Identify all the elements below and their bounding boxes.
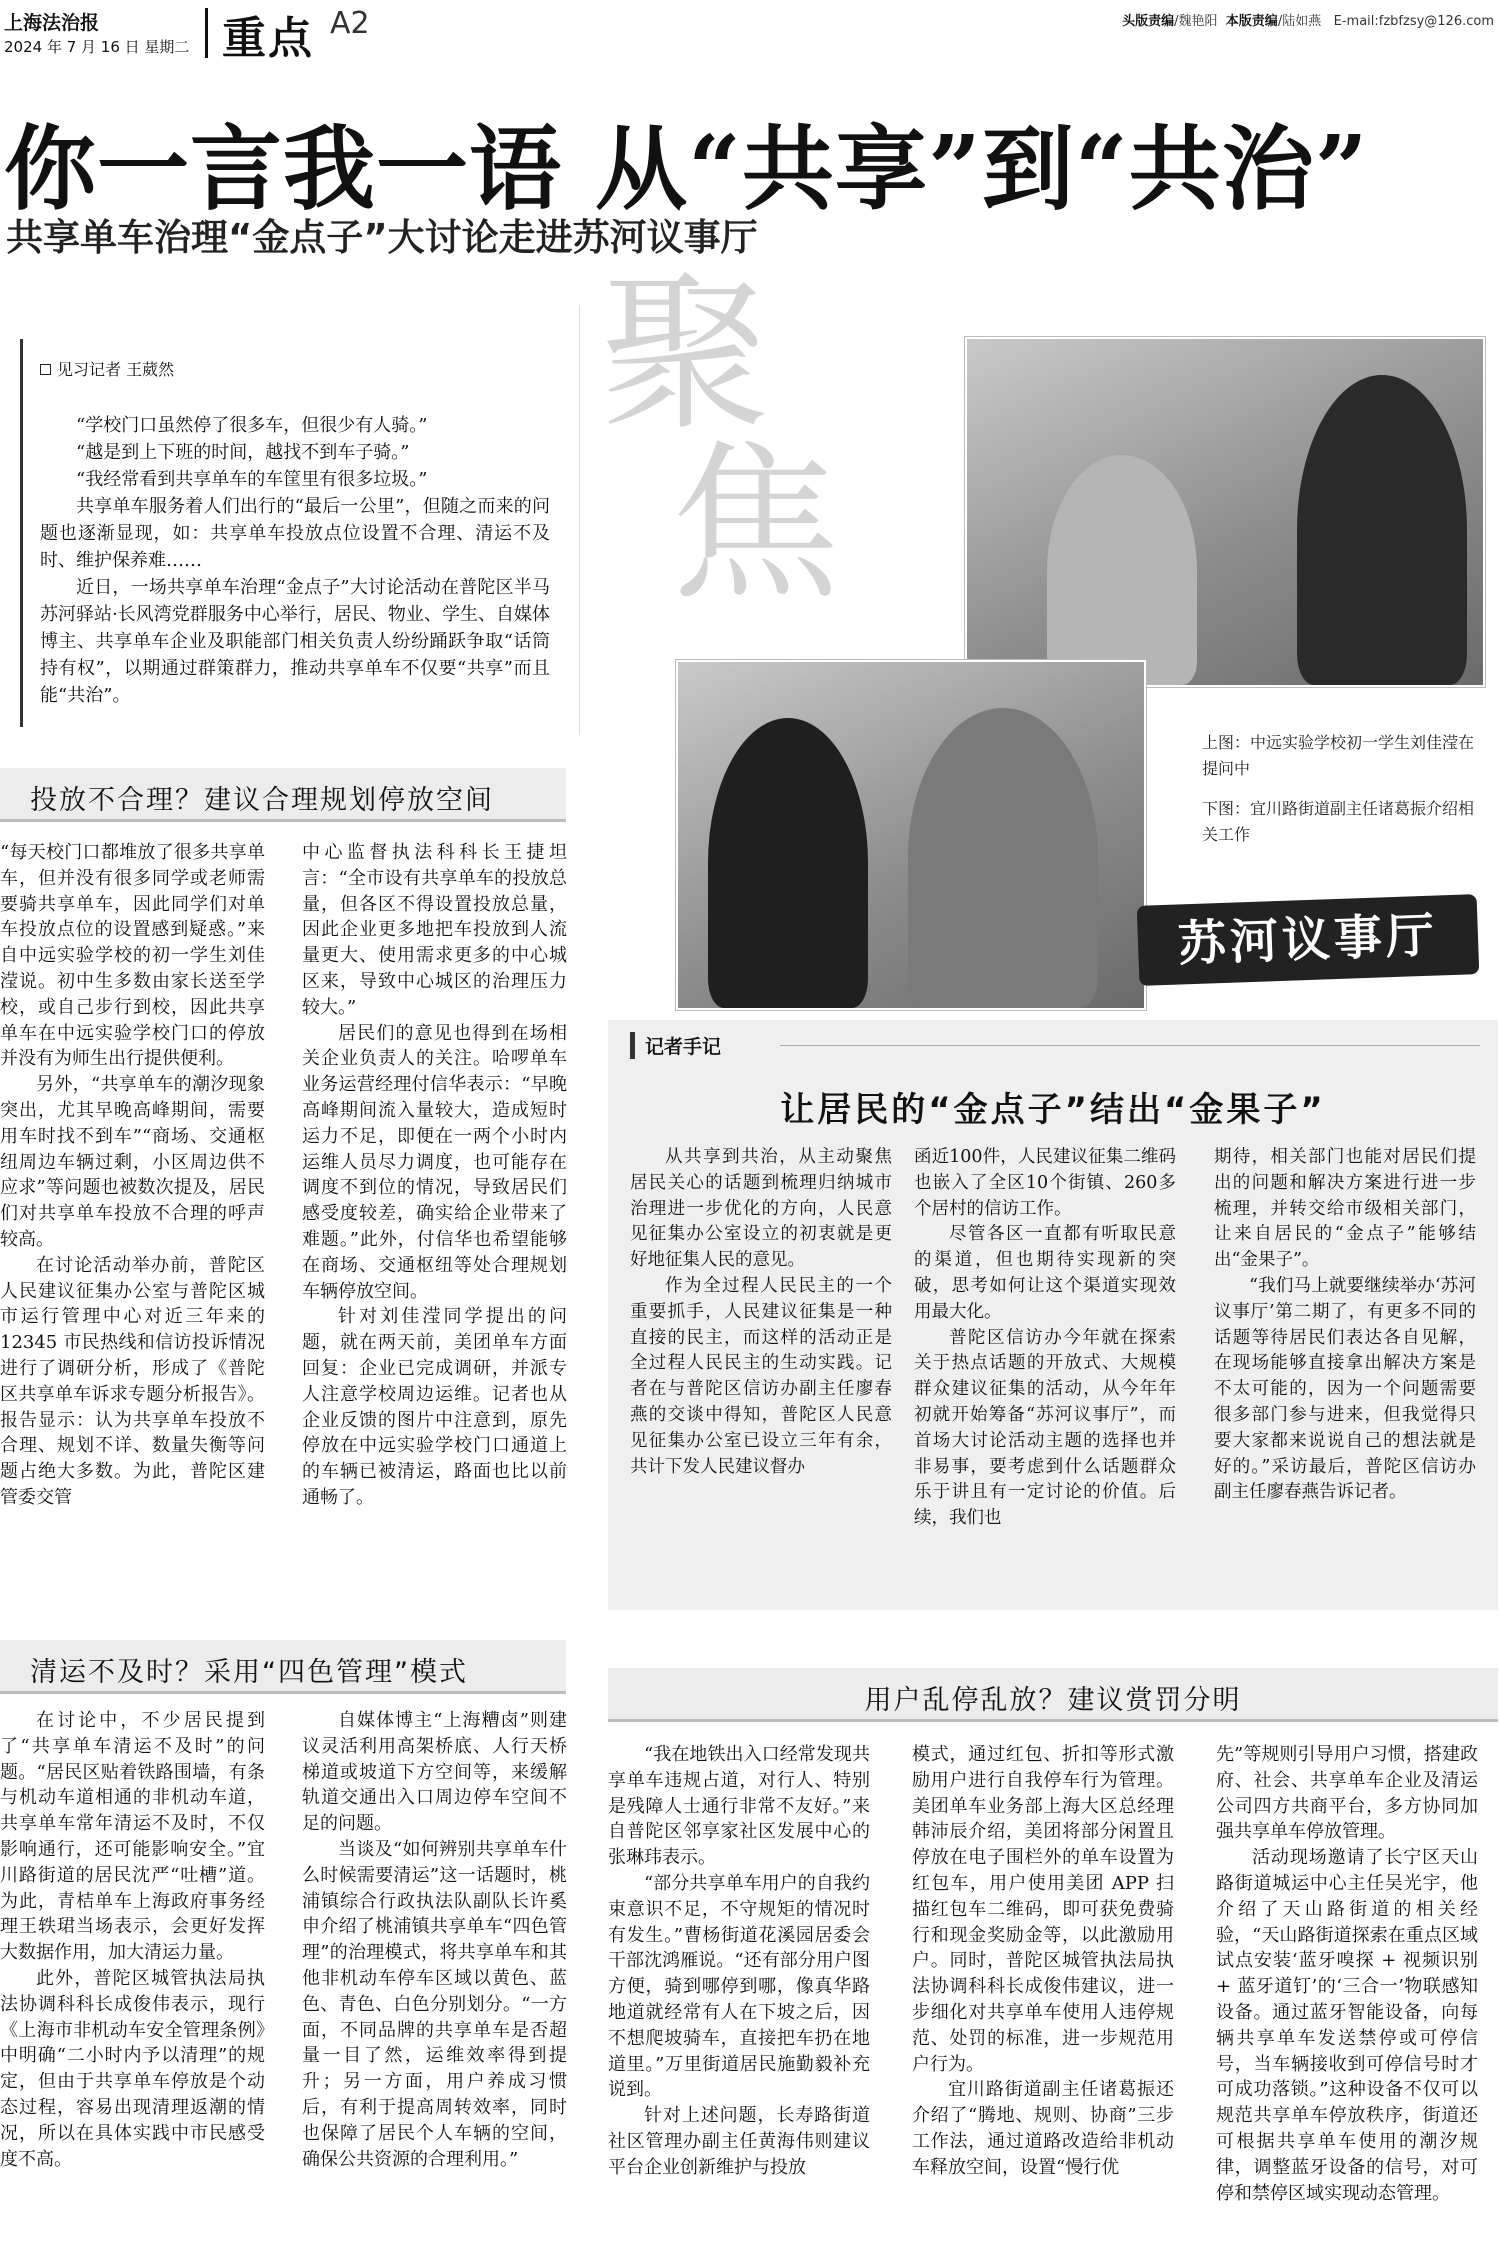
editor-info: 头版责编/魏艳阳 本版责编/陆如燕 E-mail:fzbfzsy@126.com <box>1122 14 1494 29</box>
issue-date: 2024 年 7 月 16 日 星期二 <box>4 38 190 56</box>
paragraph: 此外，普陀区城管执法局执法协调科科长成俊伟表示，现行《上海市非机动车安全管理条例》中明确“二小时内予以清理”的规定，但由于共享单车停放是个动态过程，容易出现清理返潮的情况，所以在具体实践中市民感受度不高。 <box>0 1967 265 2170</box>
paragraph: 在讨论中，不少居民提到了“共享单车清运不及时”的问题。“居民区贴着铁路围墙，有条与机动车道相通的非机动车道，共享单车常年清运不及时，不仅影响通行，还可能影响安全。”宜川路街道的居民沈严“吐槽”道。为此，青桔单车上海政府事务经理王轶珺当场表示，会更好发挥大数据作用，加大清运力量。 <box>0 1710 265 1964</box>
section-2-column-1 <box>0 1708 265 2172</box>
paragraph: 模式，通过红包、折扣等形式激励用户进行自我停车行为管理。美团单车业务部上海大区总经理韩沛辰介绍，美团将部分闲置且停放在电子围栏外的单车设置为红包车，用户使用美团 APP 扫描红包车二维码，即可获免费骑行和现金奖励金等，以此激励用户。同时，普陀区城管执法局执法协调科科长成俊伟建议，进一步细化对共享单车使用人违停规范、处罚的标准，进一步规范用户行为。 <box>912 1744 1174 2075</box>
byline <box>40 357 174 380</box>
photo-student-speaking <box>965 337 1485 687</box>
page-number: A2 <box>330 6 370 41</box>
paragraph: 另外，“共享单车的潮汐现象突出，尤其早晚高峰期间，需要用车时找不到车”“商场、交通枢纽周边车辆过剩，小区周边供不应求”等问题也被数次提及，居民们对共享单车投放不合理的呼声较高。 <box>0 1074 265 1250</box>
section-name: 重点 <box>222 13 314 64</box>
paragraph: 宜川路街道副主任诸葛振还介绍了“腾地、规则、协商”三步工作法，通过道路改造给非机动车释放空间，设置“慢行优 <box>912 2079 1174 2178</box>
editor-role-1: 头版责编 <box>1122 14 1175 29</box>
byline-text: 见习记者 王葳然 <box>57 360 175 379</box>
paragraph: 作为全过程人民民主的一个重要抓手，人民建议征集是一种直接的民主，而这样的活动正是全过程人民民主的生动实践。记者在与普陀区信访办副主任廖春燕的交谈中得知，普陀区人民意见征集办公室已设立三年有余，共计下发人民建议督办 <box>630 1275 892 1477</box>
section-3-column-3 <box>1216 1742 1478 2206</box>
section-heading: 清运不及时？采用“四色管理”模式 <box>0 1640 566 1694</box>
paragraph: 尽管各区一直都有听取民意的渠道，但也期待实现新的突破，思考如何让这个渠道实现效用最大化。 <box>914 1224 1176 1322</box>
square-icon <box>40 364 51 375</box>
note-column-2 <box>914 1145 1176 1532</box>
paragraph: 先”等规则引导用户习惯，搭建政府、社会、共享单车企业及清运公司四方共商平台，多方协同加强共享单车停放管理。 <box>1216 1744 1478 1843</box>
email-label: E-mail: <box>1333 14 1379 29</box>
person-silhouette-icon <box>1047 455 1197 685</box>
paragraph: 从共享到共治，从主动聚焦居民关心的话题到梳理归纳城市治理进一步优化的方向，人民意见征集办公室设立的初衷就是更好地征集人民的意见。 <box>630 1147 892 1271</box>
paragraph: “我们马上就要继续举办‘苏河议事厅’第二期了，有更多不同的话题等待居民们表达各自见解，在现场能够直接拿出解决方案是不太可能的，因为一个问题需要很多部门参与进来，但我觉得只要大家都来说说自己的想法就是好的。”采访最后，普陀区信访办副主任廖春燕告诉记者。 <box>1214 1275 1476 1503</box>
section-1-column-2 <box>302 840 567 1511</box>
paragraph: 期待，相关部门也能对居民们提出的问题和解决方案进行进一步梳理，并转交给市级相关部门，让来自居民的“金点子”能够结出“金果子”。 <box>1214 1147 1476 1271</box>
person-silhouette-icon <box>1297 375 1467 685</box>
intro-quote: “我经常看到共享单车的车筐里有很多垃圾。” <box>76 469 428 490</box>
header-divider <box>205 8 208 58</box>
note-tag: 记者手记 <box>630 1032 721 1059</box>
masthead-logo: 上海法治报 <box>4 12 100 34</box>
paragraph: 居民们的意见也得到在场相关企业负责人的关注。哈啰单车业务运营经理付信华表示：“早晚高峰期间流入量较大，造成短时运力不足，即便在一两个小时内运维人员尽力调度，也可能存在调度不到位的情况，导致居民们感受度较差，确实给企业带来了难题。”此外，付信华也希望能够在商场、交通枢纽等处合理规划车辆停放空间。 <box>302 1022 567 1302</box>
column-logo: 苏河议事厅 <box>1137 894 1480 986</box>
section-2-column-2 <box>302 1708 567 2172</box>
paragraph: “部分共享单车用户的自我约束意识不足，不守规矩的情况时有发生。”曹杨街道花溪园居委会干部沈鸿雁说。“还有部分用户图方便，骑到哪停到哪，像真华路地道就经常有人在下坡之后，因不想爬坡骑车，直接把车扔在地道里。”万里街道居民施勤毅补充说到。 <box>608 1872 870 2101</box>
paragraph: 函近100件，人民建议征集二维码也嵌入了全区10个街镇、260多个居村的信访工作。 <box>914 1147 1176 1219</box>
photo-caption <box>1202 730 1482 848</box>
section-heading: 用户乱停乱放？建议赏罚分明 <box>608 1668 1498 1722</box>
paragraph: 自媒体博主“上海糟卤”则建议灵活利用高架桥底、人行天桥梯道或坡道下方空间等，来缓解轨道交通出入口周边停车空间不足的问题。 <box>302 1710 567 1835</box>
caption-bottom: 下图：宜川路街道副主任诸葛振介绍相关工作 <box>1202 799 1475 844</box>
editor-name-1: 魏艳阳 <box>1178 14 1218 29</box>
editor-role-2: 本版责编 <box>1225 14 1278 29</box>
paragraph: 普陀区信访办今年就在探索关于热点话题的开放式、大规模群众建议征集的活动，从今年年初就开始筹备“苏河议事厅”，而首场大讨论活动主题的选择也并非易事，要考虑到什么话题群众乐于讲且有一定讨论的价值。后续，我们也 <box>914 1327 1176 1529</box>
paragraph: 针对上述问题，长寿路街道社区管理办副主任黄海伟则建议平台企业创新维护与投放 <box>608 2105 870 2178</box>
paragraph: 当谈及“如何辨别共享单车什么时候需要清运”这一话题时，桃浦镇综合行政执法队副队长许奚申介绍了桃浦镇共享单车“四色管理”的治理模式，将共享单车和其他非机动车停车区域以黄色、蓝色、青色、白色分别划分。“一方面，不同品牌的共享单车是否超量一目了然，运维效率得到提升；另一方面，用户养成习惯后，有利于提高周转效率，同时也保障了居民个人车辆的空间，确保公共资源的合理利用。” <box>302 1838 567 2170</box>
intro-quote: “学校门口虽然停了很多车，但很少有人骑。” <box>76 415 428 436</box>
section-1-column-1 <box>0 840 265 1511</box>
person-silhouette-icon <box>708 718 868 1008</box>
caption-top: 上图：中远实验学校初一学生刘佳滢在提问中 <box>1202 733 1475 778</box>
note-rule <box>780 1045 1480 1046</box>
section-3-column-2 <box>912 1742 1174 2181</box>
intro-paragraph: 近日，一场共享单车治理“金点子”大讨论活动在普陀区半马苏河驿站·长风湾党群服务中心举行，居民、物业、学生、自媒体博主、共享单车企业及职能部门相关负责人纷纷踊跃争取“话筒持有权”，以期通过群策群力，推动共享单车不仅要“共享”而且能“共治”。 <box>40 577 550 706</box>
paragraph: 在讨论活动举办前，普陀区人民建议征集办公室与普陀区城市运行管理中心对近三年来的 12345 市民热线和信访投诉情况进行了调研分析，形成了《普陀区共享单车诉求专题分析报告》。报告显示：认为共享单车投放不合理、规划不详、数量失衡等问题占绝大多数。为此，普陀区建管委交管 <box>0 1254 265 1508</box>
intro-text <box>40 412 550 709</box>
paragraph: “我在地铁出入口经常发现共享单车违规占道，对行人、特别是残障人士通行非常不友好。”来自普陀区邻享家社区发展中心的张琳玮表示。 <box>608 1744 870 1869</box>
paragraph: 中心监督执法科科长王捷坦言：“全市设有共享单车的投放总量，但各区不得设置投放总量，因此企业更多地把车投放到人流量更大、使用需求更多的中心城区来，导致中心城区的治理压力较大。” <box>302 842 567 1018</box>
paragraph: 针对刘佳滢同学提出的问题，就在两天前，美团单车方面回复：企业已完成调研，并派专人注意学校周边运维。记者也从企业反馈的图片中注意到，原先停放在中远实验学校门口通道上的车辆已被清运，路面也比以前通畅了。 <box>302 1306 567 1508</box>
section-3-column-1 <box>608 1742 870 2181</box>
intro-paragraph: 共享单车服务着人们出行的“最后一公里”，但随之而来的问题也逐渐显现，如：共享单车投放点位设置不合理、清运不及时、维护保养难…… <box>40 496 550 571</box>
editor-name-2: 陆如燕 <box>1282 14 1322 29</box>
intro-quote: “越是到上下班的时间，越找不到车子骑。” <box>76 442 410 463</box>
headline: 你一言我一语 从“共享”到“共治” <box>4 115 1369 223</box>
note-column-3 <box>1214 1145 1476 1506</box>
paragraph: 活动现场邀请了长宁区天山路街道城运中心主任吴光宇，他介绍了天山路街道的相关经验，“天山路街道探索在重点区域试点安装‘蓝牙嗅探 + 视频识别 + 蓝牙道钉’的‘三合一’物联感知设备。通过蓝牙智能设备，向每辆共享单车发送禁停或可停信号，当车辆接收到可停信号时才可成功落锁。”这种设备不仅可以规范共享单车停放秩序，街道还可根据共享单车使用的潮汐规律，调整蓝牙设备的信号，对可停和禁停区域实现动态管理。 <box>1216 1847 1478 2204</box>
section-heading: 投放不合理？建议合理规划停放空间 <box>0 768 566 822</box>
paragraph: “每天校门口都堆放了很多共享单车，但并没有很多同学或老师需要骑共享单车，因此同学们对单车投放点位的设置感到疑惑。”来自中远实验学校的初一学生刘佳滢说。初中生多数由家长送至学校，或自己步行到校，因此共享单车在中远实验学校门口的停放并没有为师生出行提供便利。 <box>0 842 265 1070</box>
note-title: 让居民的“金点子”结出“金果子” <box>780 1090 1326 1130</box>
person-silhouette-icon <box>908 708 1098 1008</box>
subheadline: 共享单车治理“金点子”大讨论走进苏河议事厅 <box>6 216 758 259</box>
note-column-1 <box>630 1145 892 1480</box>
photo-official-speaking <box>676 660 1146 1010</box>
email-address[interactable]: fzbfzsy@126.com <box>1378 14 1494 29</box>
decor-text: 聚 焦 <box>600 256 841 624</box>
